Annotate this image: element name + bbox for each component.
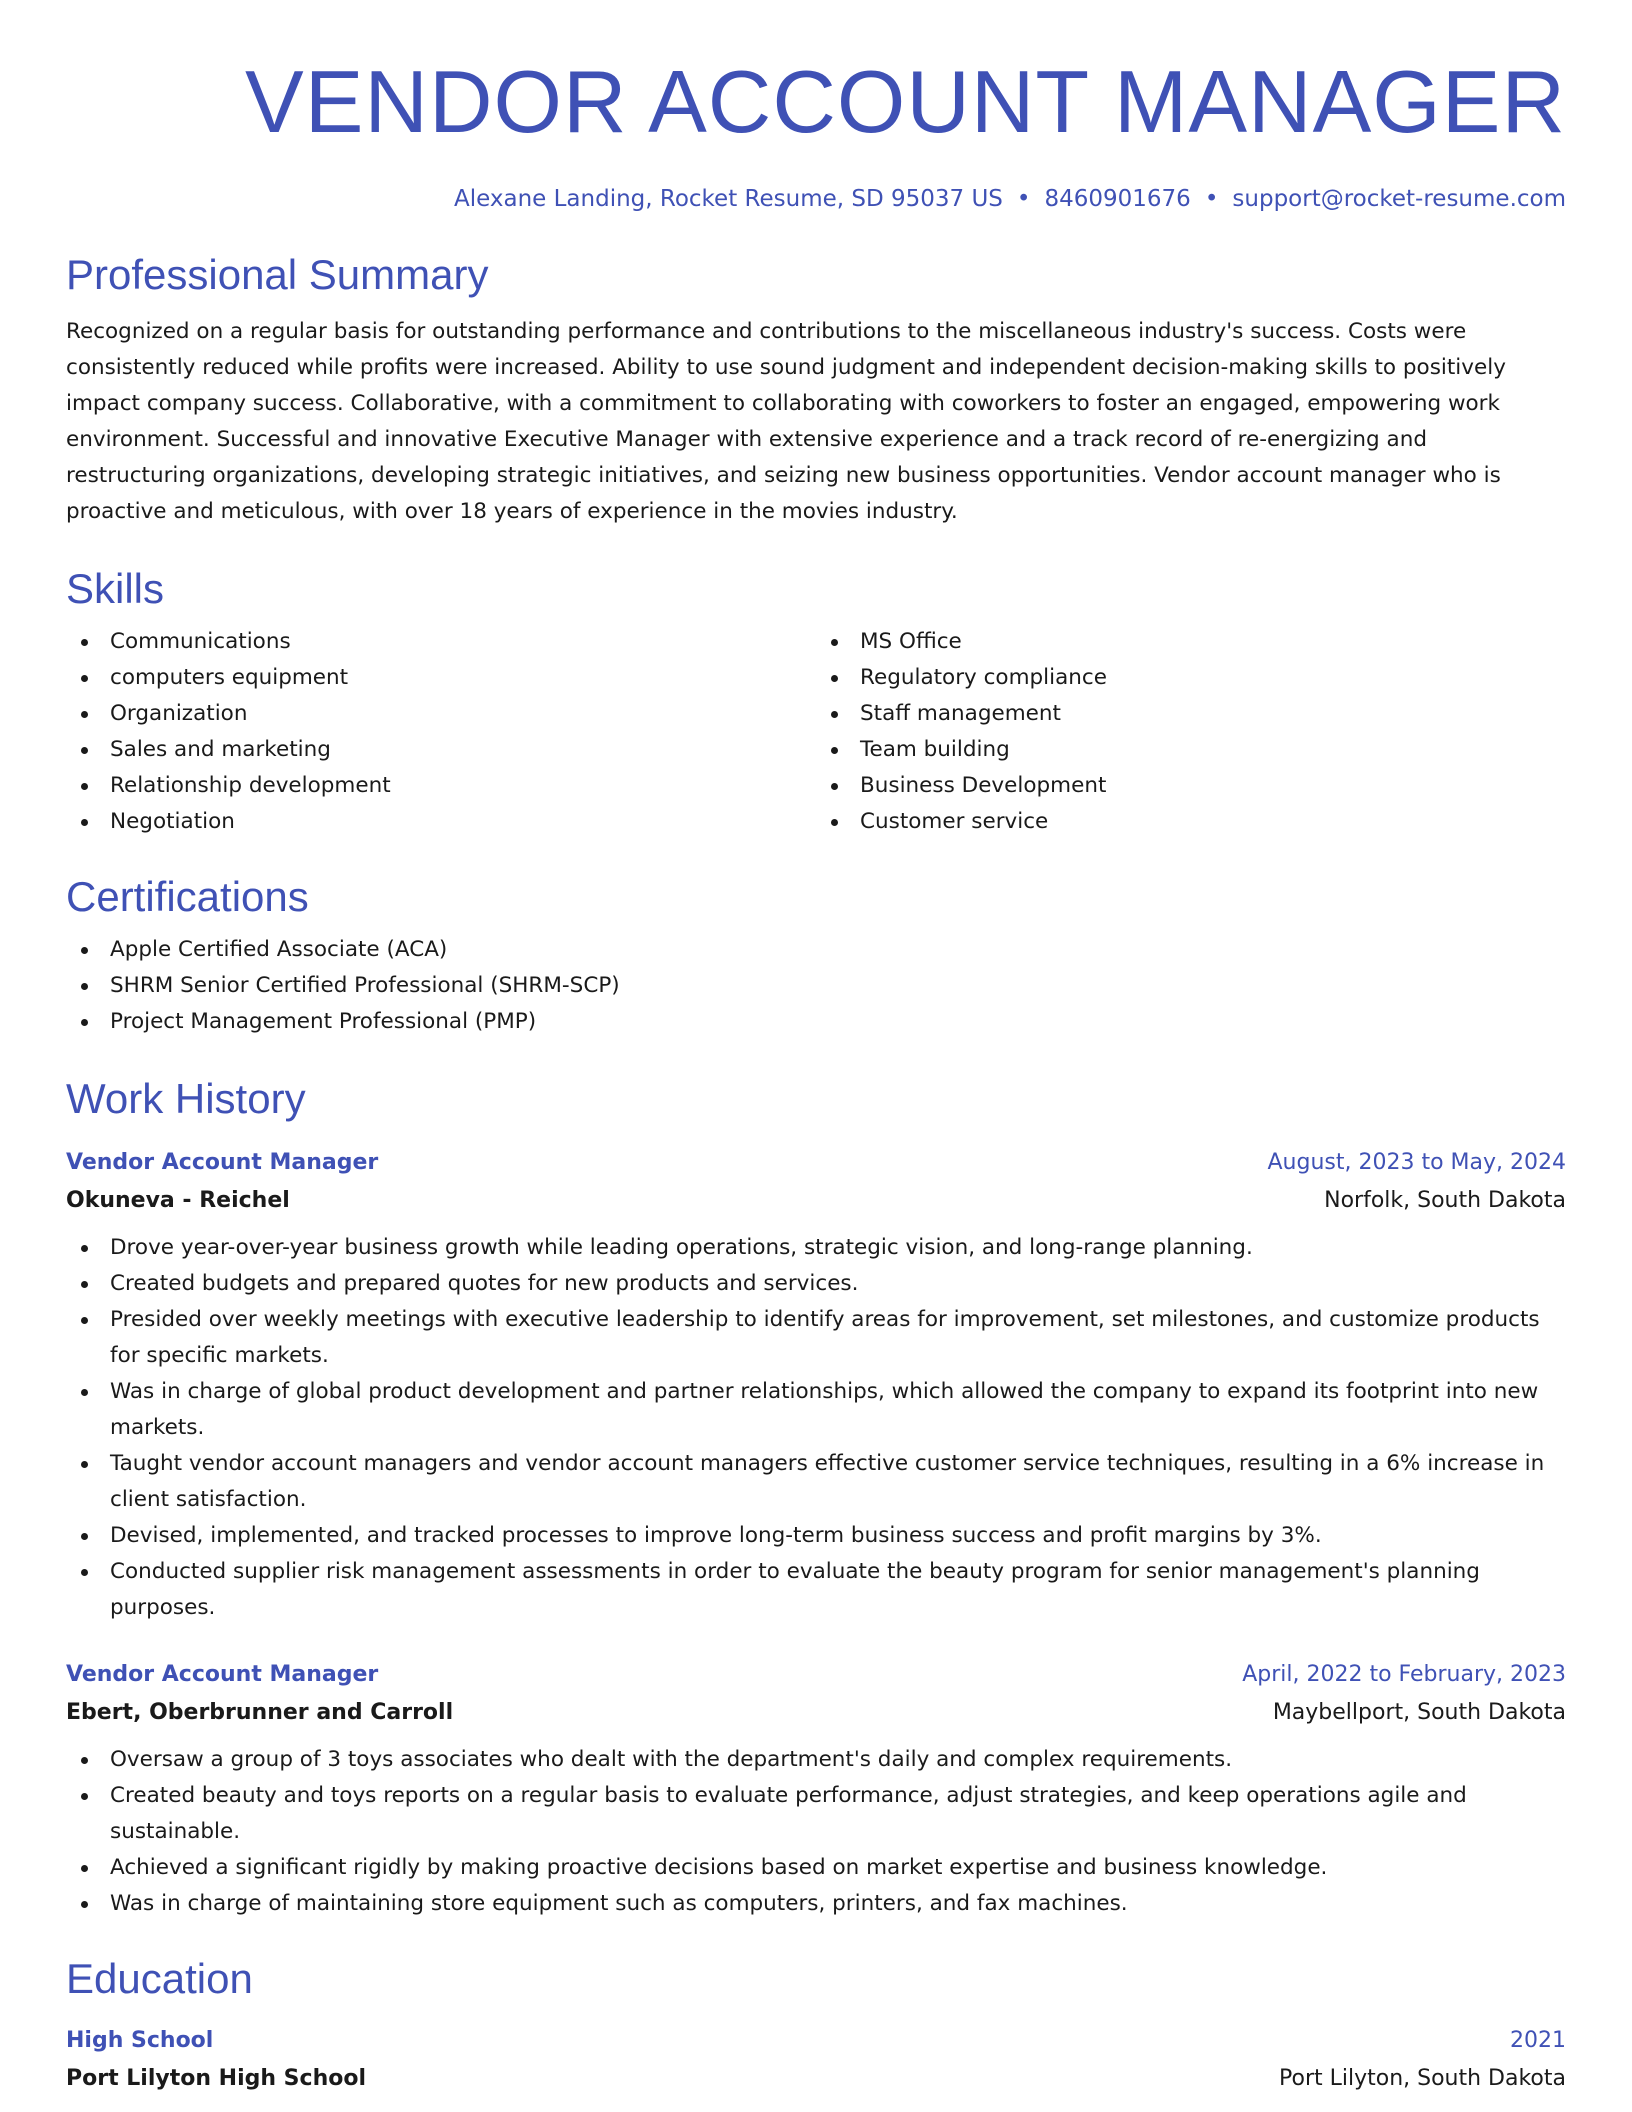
- skills-list: [66, 624, 1566, 840]
- skill-item: Customer service: [816, 804, 1566, 840]
- skill-item: Team building: [816, 732, 1566, 768]
- skill-item: MS Office: [816, 624, 1566, 660]
- contact-address: Alexane Landing, Rocket Resume, SD 95037 US: [454, 186, 1003, 212]
- job-bullet: Drove year-over-year business growth while leading operations, strategic vision, and long-range planning.: [66, 1230, 1566, 1266]
- job-title: Vendor Account Manager: [66, 1662, 379, 1687]
- job-bullet: Presided over weekly meetings with executive leadership to identify areas for improvement, set milestones, and customize products for specific markets.: [66, 1302, 1566, 1374]
- job-bullet: Was in charge of maintaining store equipment such as computers, printers, and fax machines.: [66, 1886, 1566, 1922]
- skill-item: Organization: [66, 696, 816, 732]
- certification-item: Apple Certified Associate (ACA): [66, 932, 1566, 968]
- skill-item: Relationship development: [66, 768, 816, 804]
- skills-column-right: [816, 624, 1566, 840]
- skill-item: Business Development: [816, 768, 1566, 804]
- education-entry: [66, 2022, 1566, 2098]
- job-header-row: [66, 1656, 1566, 1694]
- job-company-row: [66, 1182, 1566, 1220]
- job-entry: [66, 1656, 1566, 1922]
- skill-item: Negotiation: [66, 804, 816, 840]
- job-company-row: [66, 1694, 1566, 1732]
- skill-item: Communications: [66, 624, 816, 660]
- job-bullet: Created beauty and toys reports on a regular basis to evaluate performance, adjust strategies, and keep operations agile and sustainable.: [66, 1778, 1566, 1850]
- contact-email: support@rocket-resume.com: [1232, 186, 1566, 212]
- education-year: 2021: [1510, 2028, 1566, 2053]
- job-bullet: Oversaw a group of 3 toys associates who dealt with the department's daily and complex requirements.: [66, 1742, 1566, 1778]
- education-location: Port Lilyton, South Dakota: [1279, 2066, 1566, 2091]
- job-location: Norfolk, South Dakota: [1324, 1188, 1566, 1213]
- contact-phone: 8460901676: [1044, 186, 1191, 212]
- skill-item: Staff management: [816, 696, 1566, 732]
- job-responsibilities: [66, 1230, 1566, 1626]
- job-bullet: Achieved a significant rigidly by making proactive decisions based on market expertise and business knowledge.: [66, 1850, 1566, 1886]
- summary-heading: Professional Summary: [66, 251, 489, 298]
- contact-line: [66, 186, 1566, 212]
- education-heading: Education: [66, 1955, 253, 2002]
- contact-separator: •: [1016, 186, 1031, 212]
- certifications-list: [66, 932, 1566, 1040]
- skill-item: Sales and marketing: [66, 732, 816, 768]
- job-bullet: Taught vendor account managers and vendor account managers effective customer service techniques, resulting in a 6% increase in client satisfaction.: [66, 1446, 1566, 1518]
- work-history-heading: Work History: [66, 1075, 306, 1122]
- contact-separator: •: [1204, 186, 1219, 212]
- job-bullet: Conducted supplier risk management assessments in order to evaluate the beauty program for senior management's planning purposes.: [66, 1554, 1566, 1626]
- job-dates: August, 2023 to May, 2024: [1267, 1150, 1566, 1175]
- job-dates: April, 2022 to February, 2023: [1242, 1662, 1566, 1687]
- education-school-row: [66, 2060, 1566, 2098]
- job-header-row: [66, 1144, 1566, 1182]
- summary-text: Recognized on a regular basis for outstanding performance and contributions to the miscellaneous industry's success. Costs were consistently reduced while profits were increased. Ability to use sound judgment and independent decision-making skills to positively impact company success. Collaborative, with a commitment to collaborating with coworkers to foster an engaged, empowering work environment. Successful and innovative Executive Manager with extensive experience and a track record of re-energizing and restructuring organizations, developing strategic initiatives, and seizing new business opportunities. Vendor account manager who is proactive and meticulous, with over 18 years of experience in the movies industry.: [66, 319, 1506, 524]
- skill-item: computers equipment: [66, 660, 816, 696]
- job-title: Vendor Account Manager: [66, 1150, 379, 1175]
- candidate-name: VENDOR ACCOUNT MANAGER: [245, 52, 1566, 151]
- education-header-row: [66, 2022, 1566, 2060]
- job-bullet: Devised, implemented, and tracked processes to improve long-term business success and profit margins by 3%.: [66, 1518, 1566, 1554]
- job-responsibilities: [66, 1742, 1566, 1922]
- job-bullet: Created budgets and prepared quotes for new products and services.: [66, 1266, 1566, 1302]
- job-company: Okuneva - Reichel: [66, 1188, 290, 1213]
- job-company: Ebert, Oberbrunner and Carroll: [66, 1700, 454, 1725]
- skills-heading: Skills: [66, 565, 165, 612]
- certification-item: SHRM Senior Certified Professional (SHRM-SCP): [66, 968, 1566, 1004]
- certifications-heading: Certifications: [66, 873, 309, 920]
- certification-item: Project Management Professional (PMP): [66, 1004, 1566, 1040]
- education-school: Port Lilyton High School: [66, 2066, 366, 2091]
- skills-column-left: [66, 624, 816, 840]
- job-entry: [66, 1144, 1566, 1626]
- education-degree: High School: [66, 2028, 214, 2053]
- job-bullet: Was in charge of global product development and partner relationships, which allowed the company to expand its footprint into new markets.: [66, 1374, 1566, 1446]
- skill-item: Regulatory compliance: [816, 660, 1566, 696]
- job-location: Maybellport, South Dakota: [1272, 1700, 1566, 1725]
